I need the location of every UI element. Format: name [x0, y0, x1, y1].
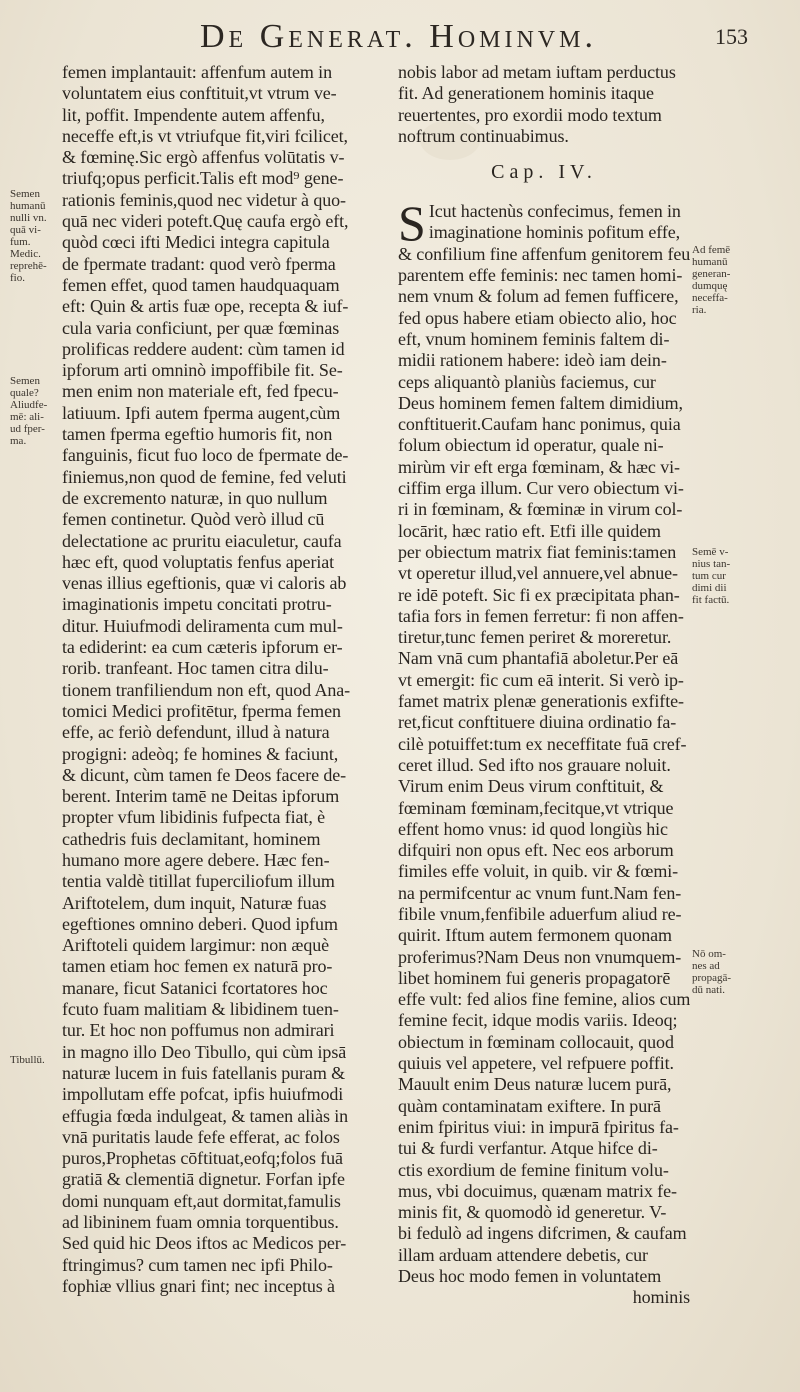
marginal-line: dimi dii [692, 582, 727, 594]
text-line: tiretur,tunc femen periret & moreretur. [398, 627, 672, 648]
text-line: mirùm vir eft erga fœminam, & hæc vi- [398, 456, 680, 477]
text-line: hominis [632, 1287, 690, 1308]
text-line: prolificas reddere audent: cùm tamen id [62, 338, 345, 359]
text-line: quirit. Iftum autem fermonem quonam [398, 925, 672, 946]
text-line: fœminam fœminam,fecitque,vt vtrique [398, 797, 674, 818]
chapter-heading: Cap. IV. [491, 161, 597, 184]
text-line: eft, vnum hominem feminis faltem di- [398, 328, 670, 349]
text-line: in magno illo Deo Tibullo, qui cùm ipsā [62, 1041, 347, 1062]
text-line: effugia fœda indulgeat, & tamen aliàs in [62, 1105, 349, 1126]
text-line: domi nunquam eft,aut dormitat,famulis [62, 1190, 341, 1211]
text-line: imaginationis impetu concitati protru- [62, 594, 332, 615]
text-line: nobis labor ad metam iuftam perductus [398, 62, 676, 82]
text-line: illam arduam attendere debetis, cur [398, 1244, 648, 1265]
page-number: 153 [715, 24, 748, 49]
text-line: effe, ac feriò defendunt, illud à natura [62, 722, 330, 743]
text-line: impollutam effe pofcat, ipfis huiufmodi [62, 1084, 344, 1105]
text-line: delectatione ac pruritu eiaculetur, caufa [62, 530, 342, 551]
text-line: egeftiones omnino deberi. Quod ipfum [62, 913, 338, 934]
text-line: locārit, hæc ratio eft. Etfi ille quidem [398, 520, 661, 541]
text-line: ipforum arti omninò impoffibile fit. Se- [62, 360, 343, 381]
text-line: Deus hoc modo femen in voluntatem [398, 1266, 662, 1287]
page-header [0, 18, 800, 58]
text-line: bi fedulò ad ingens difcrimen, & caufam [398, 1223, 687, 1244]
marginal-line: ria. [692, 304, 707, 316]
running-title: De Generat. Hominvm. [200, 18, 597, 55]
text-line: rorib. tranfeant. Hoc tamen citra dilu- [62, 658, 329, 679]
text-line: reuertentes, pro exordii modo textum [398, 104, 662, 125]
text-line: finiemus,non quod de femine, fed veluti [62, 466, 347, 487]
text-line: midii rationem habere: ideò iam dein- [398, 350, 667, 371]
marginal-note-right [692, 546, 750, 606]
marginal-note-right [692, 948, 750, 996]
text-line: neceffe eft,is vt vtriufque fit,viri fcilicet, [62, 125, 348, 146]
text-line: nem vnum & folum ad femen fufficere, [398, 286, 679, 307]
text-line: Icut hactenùs confecimus, femen in [428, 201, 681, 222]
marginal-line: nulli vn. [10, 212, 47, 224]
text-line: ceps aliquantò planiùs faciemus, cur [398, 371, 656, 392]
marginal-line: reprehē- [10, 260, 47, 272]
text-line: Sed quid hic Deos iftos ac Medicos per- [62, 1233, 347, 1254]
marginal-line: quale? [10, 387, 39, 399]
text-line: vt operetur illud,vel annuere,vel abnue- [398, 563, 678, 584]
marginal-line: dumquę [692, 280, 728, 292]
text-line: ciffim erga illum. Cur vero obiectum vi- [398, 478, 684, 499]
text-line: ri in fœminam, & fœminæ in virum col- [398, 499, 683, 520]
text-line: per obiectum matrix fiat feminis:tamen [398, 541, 677, 562]
marginal-line: propagā- [692, 972, 732, 984]
text-line: fimiles effe voluit, in quib. vir & fœmi- [398, 861, 679, 882]
marginal-note-right [692, 244, 750, 316]
text-line: fanguinis, ficut fuo loco de fpermate de- [62, 445, 349, 466]
text-line: venas illius egeftionis, quæ vi caloris ab [62, 573, 347, 594]
text-line: femine fecit, idque modis variis. Ideoq; [398, 1010, 678, 1031]
text-line: ceret illud. Sed ifto nos grauare noluit. [398, 754, 671, 775]
text-line: ftringimus? cum tamen nec ipfi Philo- [62, 1254, 333, 1275]
text-line: & fœminę.Sic ergò affenfus volūtatis v- [62, 147, 345, 168]
text-line: fibile vnum,fenfibile aduerfum aliud re- [398, 903, 682, 924]
text-line: effe vult: fed alios fine femine, alios cum [398, 989, 690, 1010]
text-line: men enim non materiale eft, fed fpecu- [62, 381, 339, 402]
text-line: tentia valdè titillat fuperciliofum illum [62, 871, 335, 892]
text-line: quòd cœci ifti Medici integra capitula [62, 232, 330, 253]
text-line: humano more agere debere. Hæc fen- [62, 849, 330, 870]
marginal-line: humanū [692, 256, 728, 268]
text-line: cathedris fuis declamitant, hominem [62, 828, 321, 849]
text-line: gratiā & clementiā dignetur. Forfan ipfe [62, 1169, 345, 1190]
text-line: famet matrix plenæ generationis exfifte- [398, 691, 684, 712]
text-line: Virum enim Deus virum conftituit, & [398, 776, 664, 797]
marginal-line: Medic. [10, 248, 41, 260]
marginal-line: neceffa- [692, 292, 728, 304]
text-line: tionem tranfiliendum non eft, quod Ana- [62, 679, 351, 700]
text-line: mus, vbi docuimus, quænam matrix fe- [398, 1180, 677, 1201]
text-line: femen continetur. Quòd verò illud cū [62, 509, 325, 530]
text-line: conftituerit.Caufam hanc ponimus, quia [398, 414, 681, 435]
left-column [62, 62, 378, 1297]
text-line: naturæ lucem in fuis fatellanis puram & [62, 1062, 346, 1083]
text-line: vnā puritatis laude fefe efferat, ac folos [62, 1126, 340, 1147]
text-line: & dicunt, cùm tamen fe Deos facere de- [62, 764, 347, 785]
marginal-line: nes ad [692, 960, 720, 972]
text-line: na permifcentur ac vnum funt.Nam fen- [398, 882, 682, 903]
text-line: ta ediderint: ea cum cæteris ipforum er- [62, 637, 343, 658]
text-line: quiuis vel appetere, vel refpuere poffit. [398, 1053, 674, 1074]
chapter-body [398, 195, 690, 1308]
marginal-line: humanū [10, 200, 46, 212]
text-line: puros,Prophetas cōftituat,eofq;folos fuā [62, 1148, 343, 1169]
marginal-line: Semē v- [692, 546, 729, 558]
text-line: enim fpiritus viui: in impurā fpiritus fa- [398, 1116, 679, 1137]
text-line: ditur. Huiufmodi deliramenta cum mul- [62, 615, 343, 636]
text-line: re idē poteft. Sic fi ex præcipitata phan- [398, 584, 680, 605]
marginal-line: ma. [10, 435, 27, 447]
text-line: effent homo vnus: id quod longiùs hic [398, 818, 668, 839]
marginal-note-left [10, 375, 60, 447]
text-line: obiectum in fœminam collocauit, quod [398, 1031, 674, 1052]
marginal-line: quā vi- [10, 224, 41, 236]
text-line: ctis exordium de femine finitum volu- [398, 1159, 669, 1180]
text-line: quā nec videri poteft.Quę caufa ergò eft, [62, 211, 349, 232]
text-line: cilè potuiffet:tum ex neceffitate fuā cref- [398, 733, 687, 754]
marginal-line: fio. [10, 272, 25, 284]
text-line: imaginatione hominis pofitum effe, [428, 222, 681, 243]
text-line: Deus hominem femen faltem dimidium, [398, 392, 683, 413]
text-line: triufq;opus perficit.Talis eft mod⁹ gene- [62, 168, 344, 189]
text-line: fed opus habere etiam obiecto alio, hoc [398, 307, 677, 328]
marginal-line: Tibullū. [10, 1054, 45, 1066]
marginal-line: Semen [10, 375, 40, 387]
text-line: eft: Quin & artis fuæ ope, recepta & iuf- [62, 296, 349, 317]
text-line: latiuum. Ipfi autem fperma augent,cùm [62, 402, 341, 423]
text-line: Nam vnā cum phantafiā aboletur.Per eā [398, 648, 679, 669]
marginal-line: nius tan- [692, 558, 731, 570]
marginal-line: fit factū. [692, 594, 730, 606]
text-line: fophiæ vllius gnari fint; nec inceptus à [62, 1275, 335, 1296]
text-line: Mauult enim Deus naturæ lucem purā, [398, 1074, 672, 1095]
text-line: Ariftotelem, dum inquit, Naturæ fuas [62, 892, 327, 913]
text-line: voluntatem eius conftituit,vt vtrum ve- [62, 83, 337, 104]
text-line: de excremento naturæ, in quo nullum [62, 487, 328, 508]
right-column-opening [398, 62, 690, 147]
text-line: rationis feminis,quod nec videtur à quo- [62, 189, 346, 210]
marginal-note-left [10, 1054, 60, 1066]
text-line: berent. Interim tamē ne Deitas ipforum [62, 786, 340, 807]
marginal-line: ud fper- [10, 423, 45, 435]
text-line: folum obiectum id operatur, quale ni- [398, 435, 664, 456]
text-line: tui & furdi verfantur. Atque hifce di- [398, 1138, 658, 1159]
marginal-line: Ad femē [692, 244, 731, 256]
text-line: noftrum continuabimus. [398, 125, 569, 146]
text-line: tomici Medici profitētur, fperma femen [62, 700, 341, 721]
text-line: vt emergit: fic cum eā interit. Si verò ip- [398, 669, 684, 690]
text-line: femen implantauit: affenfum autem in [62, 62, 332, 82]
marginal-note-left [10, 188, 60, 284]
text-line: Ariftoteli quidem largimur: non æquè [62, 935, 330, 956]
marginal-line: generan- [692, 268, 731, 280]
marginal-line: Semen [10, 188, 40, 200]
text-line: de fpermate tradant: quod verò fperma [62, 253, 336, 274]
text-line: proferimus?Nam Deus non vnumquem- [398, 946, 682, 967]
text-line: tamen etiam hoc femen ex naturā pro- [62, 956, 333, 977]
text-line: manare, ficut Satanici fcortatores hoc [62, 977, 328, 998]
marginal-line: Aliudfe- [10, 399, 48, 411]
text-line: quàm contaminatam exiftere. In purā [398, 1095, 661, 1116]
text-line: lit, poffit. Impendente autem affenfu, [62, 104, 325, 125]
text-line: tafia fors in femen ferretur: fi non affen- [398, 605, 684, 626]
marginal-line: mē: ali- [10, 411, 44, 423]
text-line: parentem effe feminis: nec tamen homi- [398, 265, 683, 286]
marginal-line: dū nati. [692, 984, 725, 996]
text-line: ret,ficut conftituere diuina ordinatio fa- [398, 712, 677, 733]
text-line: libet hominem fui generis propagatorē [398, 967, 671, 988]
drop-capital: S [398, 195, 426, 252]
text-line: hæc eft, quod voluptatis fenfus aperiat [62, 551, 335, 572]
text-line: ad libininem fuam omnia torquentibus. [62, 1212, 339, 1233]
marginal-line: fum. [10, 236, 31, 248]
text-line: fcuto fuam malitiam & libidinem tuen- [62, 999, 339, 1020]
right-column [398, 62, 690, 1309]
marginal-line: tum cur [692, 570, 726, 582]
text-line: minis fit, & quomodò id generetur. V- [398, 1202, 667, 1223]
marginal-line: Nō om- [692, 948, 726, 960]
text-line: difquiri non opus eft. Nec eos arborum [398, 840, 674, 861]
text-line: tur. Et hoc non poffumus non admirari [62, 1020, 335, 1041]
text-line: fit. Ad generationem hominis itaque [398, 83, 654, 104]
text-line: femen effet, quod tamen haudquaquam [62, 274, 340, 295]
text-line: cula varia conficiunt, per quæ fœminas [62, 317, 340, 338]
text-line: tamen fperma egeftio humoris fit, non [62, 424, 333, 445]
text-line: & confilium fine affenfum genitorem feu [398, 243, 690, 264]
text-line: progigni: adeòq; fe homines & faciunt, [62, 743, 339, 764]
text-line: propter vfum libidinis fufpecta fiat, è [62, 807, 326, 828]
